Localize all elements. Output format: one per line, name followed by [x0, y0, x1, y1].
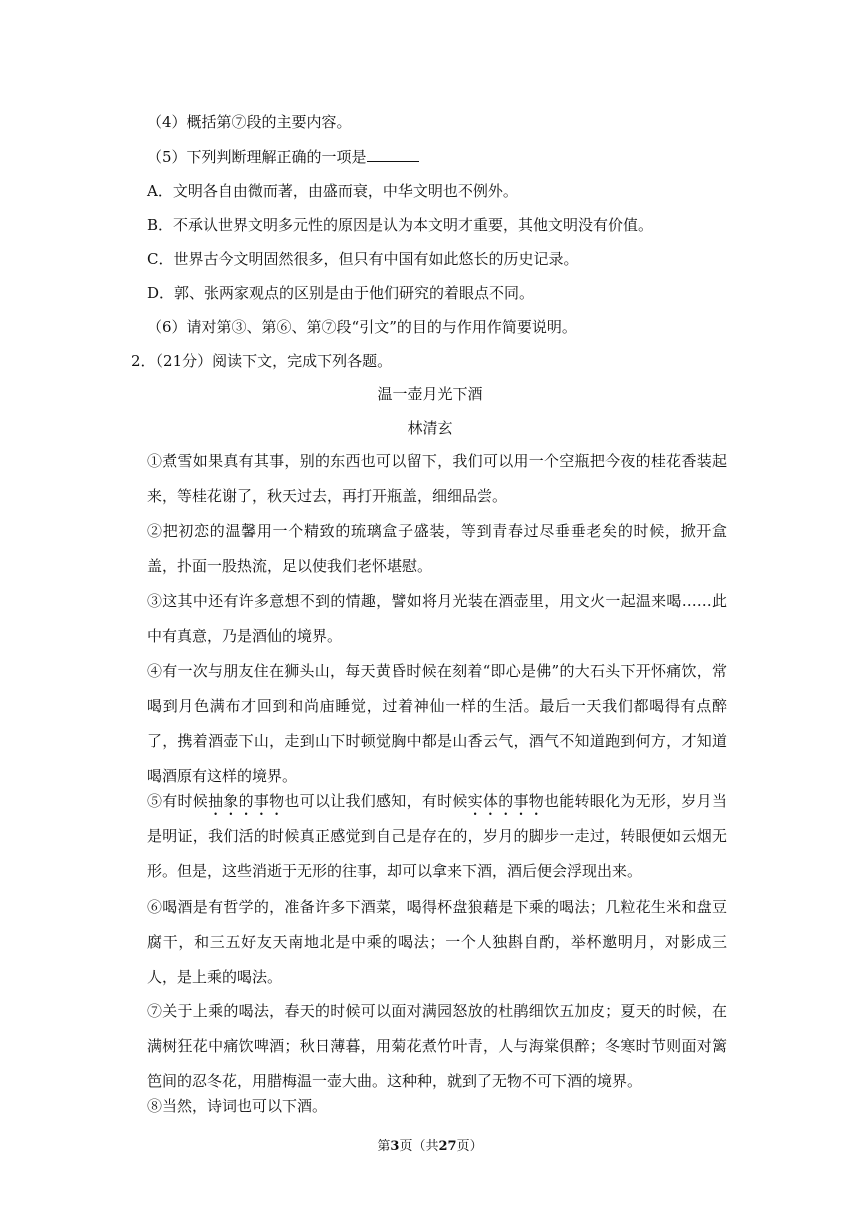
paragraph-5-part: 也能转眼化为无形，岁月当是明证，我们活的时候真正感觉到自己是存在的，岁月的脚步一走过，转眼便如云烟无形。但是，这些消逝于无形的往事，却可以拿来下酒，酒后便会浮现出来。	[147, 792, 727, 880]
emphasis-abstract: 抽象的事物	[208, 792, 285, 810]
question-2-heading: 2．（21分）阅读下文，完成下列各题。	[131, 352, 393, 370]
page-number: 3	[390, 1139, 400, 1154]
answer-blank	[367, 147, 419, 162]
article-author: 林清玄	[407, 419, 453, 437]
footer-text: 页）	[456, 1139, 483, 1154]
paragraph-2: ②把初恋的温馨用一个精致的琉璃盒子盛装，等到青春过尽垂垂老矣的时候，掀开盒盖，扑面一股热流，足以使我们老怀堪慰。	[147, 522, 727, 575]
paragraph-4: ④有一次与朋友住在狮头山，每天黄昏时候在刻着“即心是佛”的大石头下开怀痛饮，常喝到月色满布才回到和尚庙睡觉，过着神仙一样的生活。最后一天我们都喝得有点醉了，携着酒壶下山，走到山下时顿觉胸中都是山香云气，酒气不知道跑到何方，才知道喝酒原有这样的境界。	[147, 662, 727, 785]
emphasis-concrete: 实体的事物	[467, 792, 544, 810]
article-title: 温一壶月光下酒	[377, 385, 483, 403]
option-c: C．世界古今文明固然很多，但只有中国有如此悠长的历史记录。	[147, 250, 579, 268]
question-5	[147, 147, 419, 167]
footer-text: 第	[377, 1139, 391, 1154]
option-d: D．郭、张两家观点的区别是由于他们研究的着眼点不同。	[147, 284, 535, 302]
footer-text: 页（共	[399, 1139, 439, 1154]
question-5-text: （5）下列判断理解正确的一项是	[147, 148, 367, 166]
option-a: A．文明各自由微而著，由盛而衰，中华文明也不例外。	[147, 182, 518, 200]
paragraph-8: ⑧当然，诗词也可以下酒。	[147, 1097, 328, 1115]
paragraph-5-part: ⑤有时候	[147, 792, 209, 810]
page-footer	[0, 1138, 860, 1156]
paragraph-5	[147, 784, 727, 889]
total-pages: 27	[438, 1139, 457, 1154]
question-6: （6）请对第③、第⑥、第⑦段“引文”的目的与作用作简要说明。	[147, 318, 577, 336]
paragraph-5-part: 也可以让我们感知，有时候	[284, 792, 468, 810]
option-b: B．不承认世界文明多元性的原因是认为本文明才重要，其他文明没有价值。	[147, 216, 654, 234]
paragraph-1: ①煮雪如果真有其事，别的东西也可以留下，我们可以用一个空瓶把今夜的桂花香装起来，等桂花谢了，秋天过去，再打开瓶盖，细细品尝。	[147, 452, 727, 505]
paragraph-7: ⑦关于上乘的喝法，春天的时候可以面对满园怒放的杜鹃细饮五加皮；夏天的时候，在满树狂花中痛饮啤酒；秋日薄暮，用菊花煮竹叶青，人与海棠俱醉；冬寒时节则面对篱笆间的忍冬花，用腊梅温一壶大曲。这种种，就到了无物不可下酒的境界。	[147, 1002, 727, 1090]
paragraph-3: ③这其中还有许多意想不到的情趣，譬如将月光装在酒壶里，用文火一起温来喝……此中有真意，乃是酒仙的境界。	[147, 592, 727, 645]
paragraph-6: ⑥喝酒是有哲学的，准备许多下酒菜，喝得杯盘狼藉是下乘的喝法；几粒花生米和盘豆腐干，和三五好友天南地北是中乘的喝法；一个人独斟自酌，举杯邀明月，对影成三人，是上乘的喝法。	[147, 898, 727, 986]
question-4: （4）概括第⑦段的主要内容。	[147, 113, 352, 131]
